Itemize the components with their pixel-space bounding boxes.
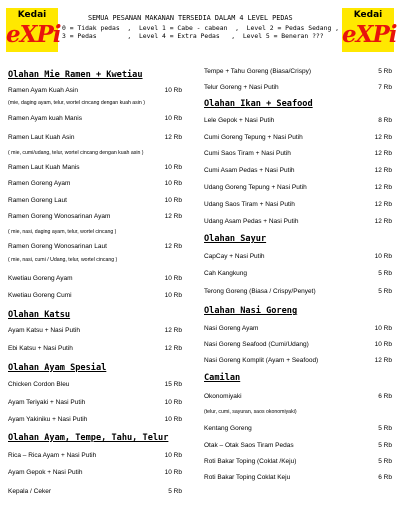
menu-item-name: Nasi Goreng Komplit (Ayam + Seafood) <box>204 357 319 364</box>
menu-item-name: Ayam Gepok + Nasi Putih <box>8 469 83 476</box>
menu-item-name: Ayam Katsu + Nasi Putih <box>8 327 80 334</box>
menu-item-price: 12 Rb <box>164 134 182 141</box>
item-note: ( mie, nasi, daging ayam, telur, wortel cincang ) <box>8 229 117 235</box>
menu-item-name: Roti Bakar Toping (Coklat /Keju) <box>204 458 297 465</box>
menu-item-name: Kentang Goreng <box>204 425 252 432</box>
menu-item-name: Cumi Goreng Tepung + Nasi Putih <box>204 134 303 141</box>
menu-item-name: Ramen Ayam Kuah Asin <box>8 87 78 94</box>
menu-item-name: Udang Asam Pedas + Nasi Putih <box>204 218 299 225</box>
menu-item-price: 10 Rb <box>164 452 182 459</box>
menu-item-name: Okonomiyaki <box>204 393 242 400</box>
menu-item-price: 10 Rb <box>374 325 392 332</box>
menu-item-name: Cah Kangkung <box>204 270 248 277</box>
menu-item-name: Udang Goreng Tepung + Nasi Putih <box>204 184 307 191</box>
menu-item-name: Ebi Katsu + Nasi Putih <box>8 345 73 352</box>
menu-item-price: 12 Rb <box>164 345 182 352</box>
menu-item-price: 10 Rb <box>164 87 182 94</box>
section-heading: Olahan Katsu <box>8 310 71 320</box>
menu-item-price: 15 Rb <box>164 381 182 388</box>
menu-item-name: Cumi Saos Tiram + Nasi Putih <box>204 150 291 157</box>
menu-item-price: 12 Rb <box>164 243 182 250</box>
section-heading: Olahan Mie Ramen + Kwetiau <box>8 70 143 80</box>
menu-item-price: 12 Rb <box>374 357 392 364</box>
header-title: SEMUA PESANAN MAKANAN TERSEDIA DALAM 4 LEVEL PEDAS <box>88 14 293 22</box>
logo-left-top: Kedai <box>17 10 47 20</box>
menu-item-price: 10 Rb <box>164 275 182 282</box>
menu-item-price: 10 Rb <box>164 399 182 406</box>
menu-item-name: Kepala / Ceker <box>8 488 51 495</box>
menu-item-price: 5 Rb <box>168 488 182 495</box>
header-level-line-1: 0 = Tidak pedas , Level 1 = Cabe - cabean , Level 2 = Pedas Sedang , <box>62 24 340 32</box>
logo-left <box>6 8 61 52</box>
menu-item-name: Kwetiau Goreng Ayam <box>8 275 73 282</box>
menu-item-price: 10 Rb <box>374 341 392 348</box>
menu-item-price: 10 Rb <box>164 164 182 171</box>
menu-item-price: 6 Rb <box>378 474 392 481</box>
menu-item-name: Tempe + Tahu Goreng (Biasa/Crispy) <box>204 68 311 75</box>
menu-item-price: 12 Rb <box>164 213 182 220</box>
menu-item-price: 10 Rb <box>164 115 182 122</box>
menu-item-price: 12 Rb <box>374 134 392 141</box>
menu-item-name: Ramen Goreng Laut <box>8 197 67 204</box>
menu-item-price: 10 Rb <box>164 416 182 423</box>
menu-item-name: Ayam Yakiniku + Nasi Putih <box>8 416 88 423</box>
menu-item-price: 5 Rb <box>378 425 392 432</box>
menu-item-name: Telur Goreng + Nasi Putih <box>204 84 279 91</box>
item-note: ( mie, nasi, cumi / Udang, telur, wortel cincang ) <box>8 257 118 263</box>
menu-item-price: 7 Rb <box>378 84 392 91</box>
menu-item-name: Rica – Rica Ayam + Nasi Putih <box>8 452 97 459</box>
header-level-line-2: 3 = Pedas , Level 4 = Extra Pedas , Level 5 = Beneran ??? <box>62 32 324 40</box>
logo-right-brand: eXPi <box>342 21 397 48</box>
menu-item-price: 10 Rb <box>164 197 182 204</box>
menu-item-price: 12 Rb <box>374 150 392 157</box>
menu-item-price: 5 Rb <box>378 458 392 465</box>
menu-item-name: Udang Saos Tiram + Nasi Putih <box>204 201 295 208</box>
menu-item-name: CapCay + Nasi Putih <box>204 253 265 260</box>
menu-item-price: 6 Rb <box>378 393 392 400</box>
section-heading: Olahan Nasi Goreng <box>204 306 298 316</box>
menu-item-price: 10 Rb <box>164 180 182 187</box>
section-heading: Camilan <box>204 373 241 383</box>
menu-item-price: 5 Rb <box>378 270 392 277</box>
menu-item-name: Roti Bakar Toping Coklat Keju <box>204 474 291 481</box>
menu-item-name: Chicken Cordon Bleu <box>8 381 70 388</box>
menu-item-price: 12 Rb <box>374 167 392 174</box>
menu-item-name: Ramen Goreng Ayam <box>8 180 71 187</box>
logo-left-brand: eXPi <box>6 21 61 48</box>
menu-item-price: 10 Rb <box>374 253 392 260</box>
menu-item-price: 10 Rb <box>164 292 182 299</box>
item-note: (mie, daging ayam, telur, wortel cincang dengan kuah asin ) <box>8 100 145 106</box>
menu-item-name: Ramen Laut Kuah Asin <box>8 134 75 141</box>
menu-item-price: 10 Rb <box>164 469 182 476</box>
item-note: ( mie, cumi/udang, telur, wortel cincang dengan kuah asin ) <box>8 150 144 156</box>
menu-item-name: Ramen Goreng Wonosarinan Ayam <box>8 213 111 220</box>
menu-item-price: 12 Rb <box>374 201 392 208</box>
section-heading: Olahan Ayam, Tempe, Tahu, Telur <box>8 433 169 443</box>
item-note: (telur, cumi, sayuran, saos okonomiyaki) <box>204 409 297 415</box>
menu-item-price: 5 Rb <box>378 442 392 449</box>
section-heading: Olahan Ikan + Seafood <box>204 99 313 109</box>
logo-right-top: Kedai <box>353 10 383 20</box>
menu-item-price: 12 Rb <box>164 327 182 334</box>
section-heading: Olahan Sayur <box>204 234 267 244</box>
menu-item-name: Cumi Asam Pedas + Nasi Putih <box>204 167 295 174</box>
menu-item-name: Kwetiau Goreng Cumi <box>8 292 72 299</box>
menu-item-name: Ayam Teriyaki + Nasi Putih <box>8 399 86 406</box>
menu-item-price: 5 Rb <box>378 288 392 295</box>
menu-item-name: Nasi Goreng Ayam <box>204 325 259 332</box>
menu-item-price: 12 Rb <box>374 184 392 191</box>
section-heading: Olahan Ayam Spesial <box>8 363 107 373</box>
menu-item-name: Otak – Otak Saos Tiram Pedas <box>204 442 294 449</box>
menu-item-price: 12 Rb <box>374 218 392 225</box>
menu-item-price: 8 Rb <box>378 117 392 124</box>
menu-item-name: Nasi Goreng Seafood (Cumi/Udang) <box>204 341 309 348</box>
menu-item-name: Lele Gepok + Nasi Putih <box>204 117 275 124</box>
menu-item-name: Ramen Goreng Wonosarinan Laut <box>8 243 107 250</box>
menu-item-price: 5 Rb <box>378 68 392 75</box>
menu-item-name: Terong Goreng (Biasa / Crispy/Penyet) <box>204 288 316 295</box>
menu-item-name: Ramen Laut Kuah Manis <box>8 164 80 171</box>
menu-item-name: Ramen Ayam kuah Manis <box>8 115 82 122</box>
